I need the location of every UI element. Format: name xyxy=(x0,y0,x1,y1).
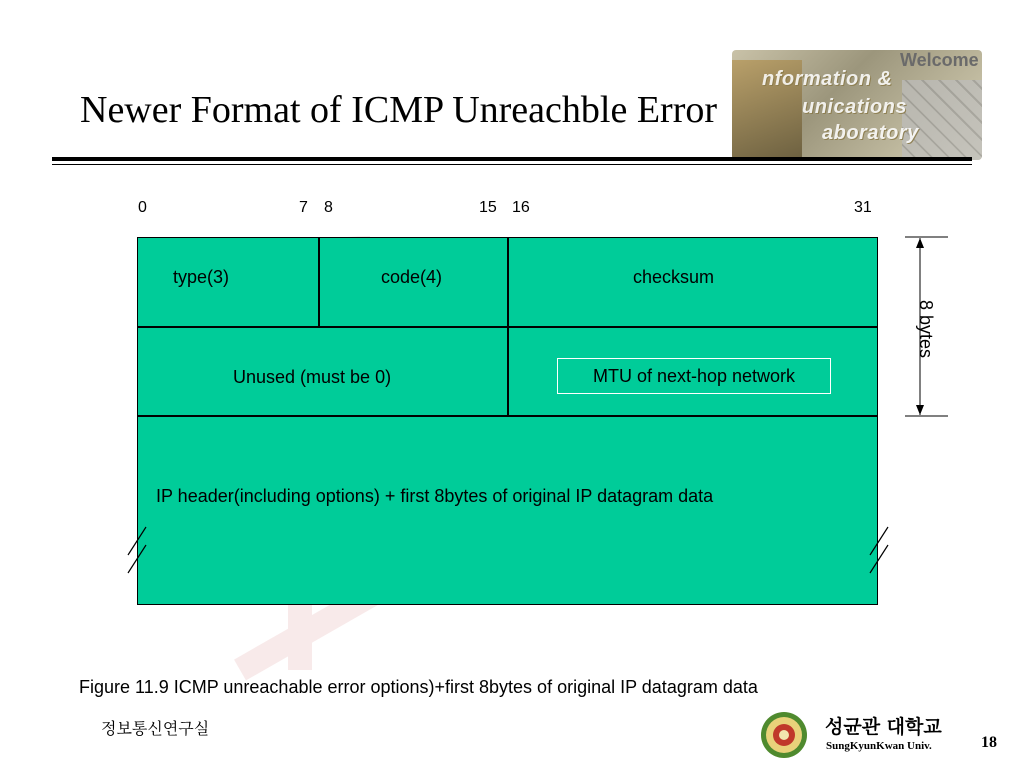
logo-welcome-text: Welcome xyxy=(900,50,979,70)
bit-label-16: 16 xyxy=(512,199,530,216)
column-divider-type-code xyxy=(318,237,320,327)
bit-label-15: 15 xyxy=(479,199,497,216)
lab-logo-banner xyxy=(732,50,982,160)
logo-line-3: aboratory xyxy=(822,122,919,144)
field-checksum: checksum xyxy=(633,267,715,287)
title-rule-thin xyxy=(52,164,972,165)
break-mark-left xyxy=(120,525,160,575)
column-divider-code-checksum xyxy=(507,237,509,416)
bit-label-7: 7 xyxy=(299,199,308,216)
field-code: code(4) xyxy=(381,267,443,287)
title-rule-thick xyxy=(52,157,972,161)
university-name-korean: 성균관 대학교 xyxy=(825,716,942,738)
field-type: type(3) xyxy=(173,267,230,287)
logo-keyboard-image xyxy=(902,80,982,160)
university-name-english: SungKyunKwan Univ. xyxy=(826,740,932,752)
bit-label-8: 8 xyxy=(324,199,333,216)
slide-title: Newer Format of ICMP Unreachble Error xyxy=(80,89,718,131)
footer-lab-name: 정보통신연구실 xyxy=(101,719,210,738)
logo-line-1: nformation & xyxy=(762,68,893,90)
logo-line-2: unications xyxy=(802,96,908,118)
bit-label-0: 0 xyxy=(138,199,147,216)
field-mtu: MTU of next-hop network xyxy=(557,358,831,394)
break-mark-right xyxy=(862,525,902,575)
field-unused: Unused (must be 0) xyxy=(233,367,392,387)
figure-caption: Figure 11.9 ICMP unreachable error options)+first 8bytes of original IP datagram data xyxy=(79,677,758,697)
page-number: 18 xyxy=(981,734,997,751)
university-seal-icon xyxy=(760,711,808,759)
size-label: 8 bytes xyxy=(916,300,936,359)
bit-label-31: 31 xyxy=(854,199,872,216)
field-ip-header: IP header(including options) + first 8bytes of original IP datagram data xyxy=(156,486,714,506)
